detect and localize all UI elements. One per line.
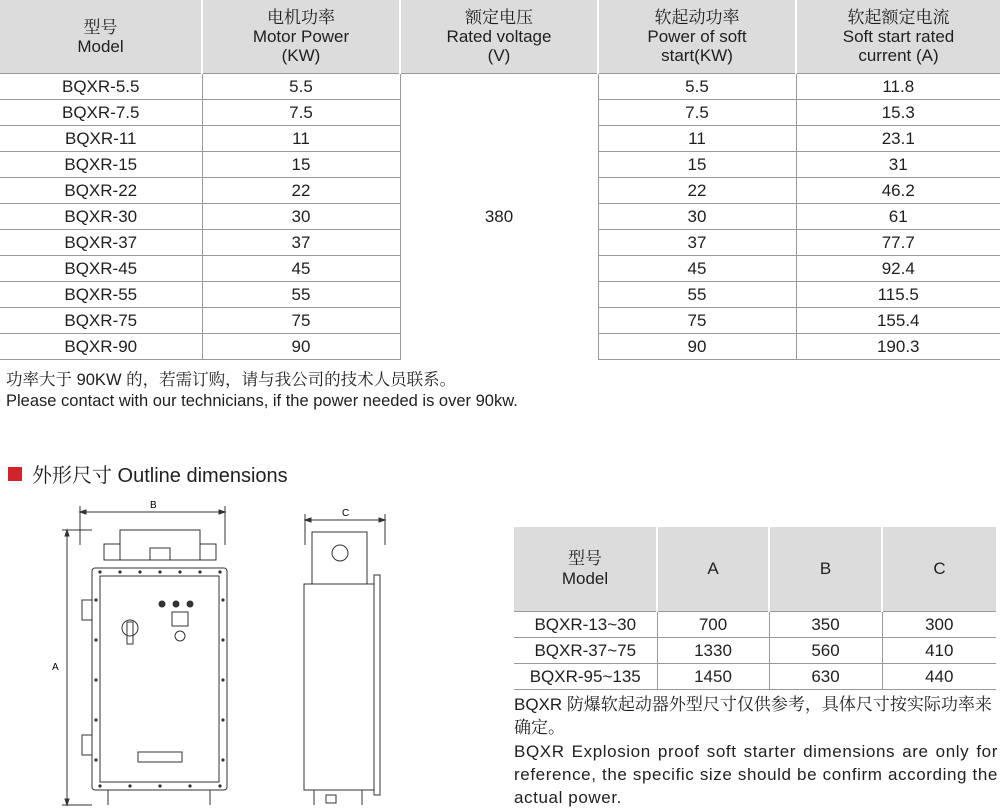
- cell-motor-power: 22: [202, 178, 400, 204]
- cell-soft-start-current: 92.4: [796, 256, 1000, 282]
- cell-a: 1330: [657, 638, 769, 664]
- cell-model: BQXR-7.5: [0, 100, 202, 126]
- cell-soft-start-current: 23.1: [796, 126, 1000, 152]
- cell-model: BQXR-11: [0, 126, 202, 152]
- cell-model: BQXR-45: [0, 256, 202, 282]
- description-en: BQXR Explosion proof soft starter dimensions are only for reference, the specific size should be confirm according the actual power.: [514, 742, 998, 807]
- note-cn: 功率大于 90KW 的，若需订购，请与我公司的技术人员联系。: [6, 371, 457, 389]
- label-a: A: [52, 662, 59, 673]
- cell-b: 350: [769, 612, 882, 638]
- cell-model: BQXR-22: [0, 178, 202, 204]
- cell-a: 1450: [657, 664, 769, 690]
- cell-model: BQXR-15: [0, 152, 202, 178]
- cell-model: BQXR-37: [0, 230, 202, 256]
- table-row: [514, 664, 996, 690]
- cell-rated-voltage: 380: [400, 74, 598, 360]
- cell-motor-power: 7.5: [202, 100, 400, 126]
- cell-model: BQXR-90: [0, 334, 202, 360]
- label-b: B: [150, 500, 157, 511]
- cell-c: 300: [882, 612, 996, 638]
- header-model: 型号 Model: [0, 0, 202, 74]
- label-c: C: [342, 508, 350, 519]
- cell-motor-power: 15: [202, 152, 400, 178]
- cell-b: 630: [769, 664, 882, 690]
- cell-soft-start-current: 46.2: [796, 178, 1000, 204]
- dim-header-c: C: [882, 527, 996, 612]
- cell-soft-start-power: 30: [598, 204, 796, 230]
- cell-motor-power: 45: [202, 256, 400, 282]
- cell-soft-start-power: 45: [598, 256, 796, 282]
- header-soft-start-current: 软起额定电流 Soft start rated current (A): [796, 0, 1000, 74]
- cell-model: BQXR-75: [0, 308, 202, 334]
- header-soft-start-power: 软起动功率 Power of soft start(KW): [598, 0, 796, 74]
- cell-soft-start-current: 155.4: [796, 308, 1000, 334]
- cell-motor-power: 75: [202, 308, 400, 334]
- cell-motor-power: 30: [202, 204, 400, 230]
- cell-soft-start-power: 90: [598, 334, 796, 360]
- cell-soft-start-current: 11.8: [796, 74, 1000, 100]
- cell-motor-power: 90: [202, 334, 400, 360]
- cell-soft-start-power: 7.5: [598, 100, 796, 126]
- cell-soft-start-power: 5.5: [598, 74, 796, 100]
- dim-header-a: A: [657, 527, 769, 612]
- cell-model: BQXR-95~135: [514, 664, 657, 690]
- cell-soft-start-power: 11: [598, 126, 796, 152]
- cell-soft-start-power: 37: [598, 230, 796, 256]
- cell-b: 560: [769, 638, 882, 664]
- cell-soft-start-power: 55: [598, 282, 796, 308]
- dim-header-b: B: [769, 527, 882, 612]
- description-cn: BQXR 防爆软起动器外型尺寸仅供参考，具体尺寸按实际功率来确定。: [514, 695, 992, 737]
- dim-header-model: 型号 Model: [514, 527, 657, 612]
- cell-soft-start-power: 15: [598, 152, 796, 178]
- cell-model: BQXR-13~30: [514, 612, 657, 638]
- cell-soft-start-current: 61: [796, 204, 1000, 230]
- cell-motor-power: 11: [202, 126, 400, 152]
- cell-model: BQXR-55: [0, 282, 202, 308]
- dimension-table: [514, 527, 996, 690]
- header-rated-voltage: 额定电压 Rated voltage (V): [400, 0, 598, 74]
- cell-soft-start-current: 77.7: [796, 230, 1000, 256]
- table-row: [514, 612, 996, 638]
- cell-c: 440: [882, 664, 996, 690]
- note-en: Please contact with our technicians, if the power needed is over 90kw.: [6, 392, 518, 410]
- cell-a: 700: [657, 612, 769, 638]
- cell-soft-start-current: 15.3: [796, 100, 1000, 126]
- cell-soft-start-power: 22: [598, 178, 796, 204]
- cell-c: 410: [882, 638, 996, 664]
- cell-soft-start-current: 190.3: [796, 334, 1000, 360]
- cell-soft-start-power: 75: [598, 308, 796, 334]
- cell-motor-power: 5.5: [202, 74, 400, 100]
- cell-motor-power: 37: [202, 230, 400, 256]
- cell-motor-power: 55: [202, 282, 400, 308]
- table-row: [514, 638, 996, 664]
- cell-soft-start-current: 115.5: [796, 282, 1000, 308]
- cell-soft-start-current: 31: [796, 152, 1000, 178]
- section-title: 外形尺寸 Outline dimensions: [8, 459, 288, 488]
- cell-model: BQXR-5.5: [0, 74, 202, 100]
- cell-model: BQXR-30: [0, 204, 202, 230]
- dimension-table-body: [514, 612, 996, 690]
- cell-model: BQXR-37~75: [514, 638, 657, 664]
- header-motor-power: 电机功率 Motor Power (KW): [202, 0, 400, 74]
